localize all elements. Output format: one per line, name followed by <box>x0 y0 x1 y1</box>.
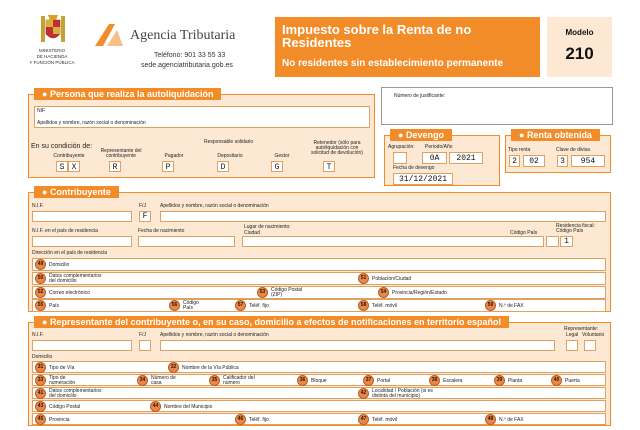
clave-divisa-label: Clave de divisa <box>556 147 590 153</box>
portal-label: Portal <box>377 378 391 384</box>
renta-section <box>505 130 611 173</box>
nif-label: N.I.F. <box>32 332 44 338</box>
field-number: 36 <box>297 375 308 386</box>
nombre-via-label: Nombre de la Vía Pública <box>182 365 239 371</box>
field-number: 51 <box>358 273 369 284</box>
via-row[interactable] <box>32 361 606 373</box>
field-number: 31 <box>35 362 46 373</box>
fecha-devengo-label: Fecha de devengo <box>393 165 435 171</box>
periodo-field[interactable]: 0A <box>422 152 447 164</box>
field-number: 39 <box>494 375 505 386</box>
agency-phone: Teléfono: 901 33 55 33 <box>154 52 226 59</box>
nif-residencia-field[interactable] <box>32 236 132 247</box>
residencia-fiscal-label: Residencia fiscal: Código País <box>556 223 595 234</box>
field-number: 35 <box>209 375 220 386</box>
name-label: Apellidos y nombre, razón social o denominación <box>160 203 269 209</box>
fecha-devengo-field[interactable]: 31/12/2021 <box>393 173 453 185</box>
datos-complementarios-row[interactable] <box>32 272 606 285</box>
nif-residencia-label: N.I.F. en el país de residencia <box>32 228 98 234</box>
contribuyente-label: Contribuyente <box>53 153 85 159</box>
coat-of-arms-logo <box>38 14 68 46</box>
checkbox-x[interactable]: X <box>68 161 80 172</box>
gestor-label: Gestor <box>274 153 290 159</box>
datos-complementarios-label: Datos complementarios del domicilio <box>49 273 102 284</box>
telefono-fijo-label: Teléf. fijo <box>249 303 269 309</box>
checkbox-s[interactable]: S <box>56 161 68 172</box>
domicilio-label: Domicilio <box>32 354 53 360</box>
field-number: 52 <box>35 287 46 298</box>
field-number: 57 <box>235 300 246 311</box>
section-title: ● Persona que realiza la autoliquidación <box>34 88 221 100</box>
name-label: Apellidos y nombre, razón social o denominación <box>160 332 269 338</box>
retenedor-label: Retenedor (sólo para autoliquidación con solicitud de devolución) <box>311 140 363 156</box>
field-number: 42 <box>358 388 369 399</box>
pais-label: País <box>49 303 60 309</box>
checkbox-d[interactable]: D <box>217 161 229 172</box>
field-number: 33 <box>35 375 46 386</box>
agrupacion-label: Agrupación: <box>388 144 415 150</box>
fax-label: N.º de FAX <box>499 303 524 309</box>
justificante-label: Número de justificante: <box>394 93 446 99</box>
nif-field[interactable] <box>32 340 132 351</box>
agrupacion-field[interactable] <box>393 152 407 164</box>
field-number: 56 <box>169 300 180 311</box>
agency-website[interactable]: sede.agenciatributaria.gob.es <box>141 62 233 69</box>
nif-label: NIF <box>37 108 46 114</box>
planta-label: Planta <box>508 378 523 384</box>
provincia-region-label: Provincia/Región/Estado <box>392 290 447 296</box>
puerta-label: Puerta <box>565 378 580 384</box>
correo-row[interactable] <box>32 286 606 299</box>
autoliquidacion-section <box>28 89 375 178</box>
telefono-movil-label: Teléf. móvil <box>372 303 398 309</box>
voluntario-label: Voluntario <box>582 332 605 338</box>
legal-label: Legal <box>566 332 579 338</box>
agency-name: Agencia Tributaria <box>130 28 236 43</box>
field-number: 50 <box>35 273 46 284</box>
codigo-pais-label: Código País <box>510 230 538 236</box>
tipo-renta-1[interactable]: 2 <box>509 155 520 167</box>
field-number: 45 <box>35 414 46 425</box>
devengo-section <box>384 130 500 186</box>
provincia-row[interactable] <box>32 413 606 425</box>
field-number: 55 <box>35 300 46 311</box>
codigo-postal-label: Código Postal (ZIP) <box>271 287 303 298</box>
field-number: 34 <box>137 375 148 386</box>
name-field[interactable] <box>160 211 606 222</box>
field-number: 41 <box>35 388 46 399</box>
clave-divisa-1[interactable]: 3 <box>557 155 568 167</box>
escalera-label: Escalera <box>443 378 463 384</box>
nif-label: N.I.F. <box>32 203 44 209</box>
representante-label: Representante del contribuyente <box>100 148 142 159</box>
codigo-pais-label: Código País <box>183 300 199 311</box>
name-label: Apellidos y nombre, razón social o denominación <box>37 120 146 126</box>
telefono-movil-label: Teléf. móvil <box>372 417 398 423</box>
calificador-label: Calificador del número <box>223 375 255 386</box>
field-number: 54 <box>378 287 389 298</box>
pagador-label: Pagador <box>164 153 184 159</box>
provincia-label: Provincia <box>49 417 70 423</box>
legal-checkbox[interactable] <box>566 340 578 351</box>
voluntario-checkbox[interactable] <box>584 340 596 351</box>
justificante-field[interactable] <box>381 87 613 125</box>
fj-label: F/J <box>139 203 146 209</box>
correo-label: Correo electrónico <box>49 290 90 296</box>
field-number: 38 <box>429 375 440 386</box>
direccion-label: Dirección en el país de residencia <box>32 250 108 256</box>
checkbox-t[interactable]: T <box>323 161 335 172</box>
tipo-numeracion-label: Tipo de numeración <box>49 375 76 386</box>
condicion-label: En su condición de: <box>31 143 93 150</box>
datos-complementarios-label: Datos complementarios del domicilio <box>49 388 102 399</box>
complementarios-row[interactable] <box>32 387 606 399</box>
fecha-nacimiento-field[interactable] <box>138 236 235 247</box>
numeracion-row[interactable] <box>32 374 606 386</box>
checkbox-g[interactable]: G <box>271 161 283 172</box>
anio-field[interactable]: 2021 <box>449 152 483 164</box>
field-number: 49 <box>35 259 46 270</box>
field-number: 58 <box>358 300 369 311</box>
tipo-renta-label: Tipo renta <box>508 147 531 153</box>
form-title: Impuesto sobre la Renta de no Residentes <box>282 22 472 50</box>
field-number: 46 <box>235 414 246 425</box>
section-title: ● Representante del contribuyente o, en su caso, domicilio a efectos de notificaciones en territorio español <box>34 316 509 328</box>
domicilio-label: Domicilio <box>49 262 70 268</box>
form-subtitle: No residentes sin establecimiento permanente <box>282 58 504 69</box>
form-title-block <box>275 17 540 77</box>
field-number: 59 <box>485 300 496 311</box>
ciudad-field[interactable] <box>242 236 544 247</box>
fj-field[interactable] <box>139 340 151 351</box>
pais-row[interactable] <box>32 299 606 312</box>
codigo-postal-label: Código Postal <box>49 404 81 410</box>
nif-name-field[interactable] <box>34 106 370 128</box>
field-number: 37 <box>363 375 374 386</box>
fj-field[interactable]: F <box>139 211 151 222</box>
representante-section <box>28 317 611 426</box>
field-number: 43 <box>35 401 46 412</box>
depositario-label: Depositario <box>217 153 243 159</box>
lugar-nacimiento-label: Lugar de nacimiento: <box>244 224 291 230</box>
field-number: 47 <box>358 414 369 425</box>
section-title: ● Renta obtenida <box>511 129 600 141</box>
section-title: ● Devengo <box>390 129 452 141</box>
postal-row[interactable] <box>32 400 606 412</box>
codigo-pais-field[interactable] <box>546 236 559 247</box>
field-number: 32 <box>168 362 179 373</box>
clave-divisa-2[interactable]: 954 <box>571 155 605 167</box>
localidad-label: Localidad / Población (si es distinta del municipio) <box>372 388 433 399</box>
telefono-fijo-label: Teléf. fijo <box>249 417 269 423</box>
poblacion-label: Población/Ciudad <box>372 276 412 282</box>
contribuyente-section <box>28 187 611 312</box>
fax-label: N.º de FAX <box>499 417 524 423</box>
field-number: 48 <box>485 414 496 425</box>
residencia-fiscal-field[interactable]: 1 <box>560 236 573 247</box>
fecha-nacimiento-label: Fecha de nacimiento <box>138 228 185 234</box>
representante-label: Representante: <box>564 326 599 332</box>
field-number: 53 <box>257 287 268 298</box>
checkbox-r[interactable]: R <box>109 161 121 172</box>
name-field[interactable] <box>160 340 555 351</box>
ministry-text: MINISTERIO DE HACIENDA Y FUNCIÓN PÚBLICA <box>29 48 75 65</box>
field-number: 44 <box>150 401 161 412</box>
modelo-number: 210 <box>565 44 594 63</box>
field-number: 40 <box>551 375 562 386</box>
bloque-label: Bloque <box>311 378 327 384</box>
checkbox-p[interactable]: P <box>162 161 174 172</box>
domicilio-row[interactable] <box>32 258 606 271</box>
agency-logo <box>93 22 127 48</box>
municipio-label: Nombre del Municipio <box>164 404 213 410</box>
fj-label: F/J <box>139 332 146 338</box>
periodo-label: Periodo/Año <box>425 144 453 150</box>
modelo-box <box>547 17 612 77</box>
modelo-label: Modelo <box>565 28 594 37</box>
ciudad-label: Ciudad <box>244 230 260 236</box>
tipo-via-label: Tipo de Vía <box>49 365 75 371</box>
section-title: ● Contribuyente <box>34 186 119 198</box>
nif-field[interactable] <box>32 211 132 222</box>
tipo-renta-2[interactable]: 02 <box>523 155 545 167</box>
numero-casa-label: Número de casa <box>151 375 176 386</box>
resp-solidario-label: Responsable solidario <box>204 139 254 145</box>
